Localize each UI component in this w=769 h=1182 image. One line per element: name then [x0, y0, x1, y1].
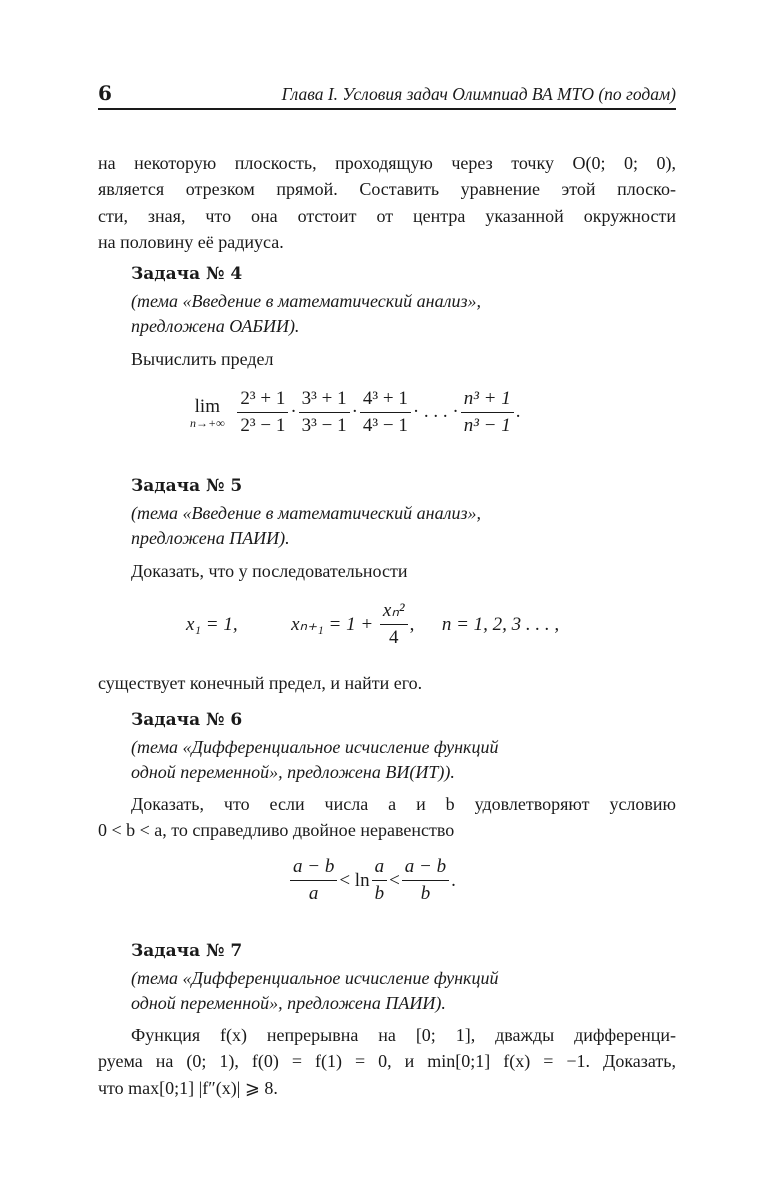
- denominator: a: [308, 883, 319, 904]
- intro-line: на половину её радиуса.: [98, 231, 284, 252]
- comma: ,: [409, 613, 415, 635]
- recurrence-lhs: xₙ₊₁ = 1 +: [291, 614, 374, 635]
- task5-after: [98, 670, 676, 696]
- task5-topic-line: (тема «Введение в математический анализ»,: [131, 503, 481, 523]
- page-header: [98, 78, 676, 110]
- denominator: 3³ − 1: [301, 415, 347, 436]
- numerator: n³ + 1: [461, 388, 514, 413]
- task5-after-line: существует конечный предел, и найти его.: [98, 673, 423, 693]
- task4-text: [131, 346, 676, 372]
- ellipsis: · . . . ·: [412, 400, 459, 422]
- intro-line: сти, зная, что она отстоит от центра указанной окружности: [98, 205, 676, 226]
- task6-text: [98, 791, 676, 844]
- task4-formula: lim n→+∞ $\frac{\text{2³ + 1}}{\text{2³ − 1}}$ · $\frac{\text{3³ + 1}}{\text{3³ − 1}}$ · $\frac{\text{4³ + 1}}{\text{4³ − 1}}$ · . . . · $\frac{\text{n³ + 1}}{\text{n³ − 1}}$ .: [190, 388, 521, 436]
- n-range: n = 1, 2, 3 . . . ,: [441, 613, 560, 635]
- task7-topic-line: одной переменной», предложена ПАИИ).: [131, 993, 446, 1013]
- numerator: 4³ + 1: [360, 388, 411, 413]
- task6-text-line: 0 < b < a, то справедливо двойное неравенство: [98, 820, 455, 841]
- task4-topic-line: предложена ОАБИИ).: [131, 316, 300, 336]
- task6-topic-line: (тема «Дифференциальное исчисление функций: [131, 737, 499, 757]
- fraction: [237, 388, 288, 437]
- denominator: n³ − 1: [463, 415, 511, 436]
- page-number: 6: [98, 81, 112, 105]
- running-title: Глава I. Условия задач Олимпиад ВА МТО (по годам): [281, 84, 676, 104]
- task4-text-line: Вычислить предел: [131, 349, 274, 369]
- fraction: [402, 856, 449, 905]
- less-than: <: [389, 869, 400, 891]
- task5-topic-line: предложена ПАИИ).: [131, 528, 290, 548]
- denominator: 2³ − 1: [240, 415, 286, 436]
- task6-topic-line: одной переменной», предложена ВИ(ИТ)).: [131, 762, 455, 782]
- intro-line: является отрезком прямой. Составить уравнение этой плоско-: [98, 179, 676, 200]
- numerator: 3³ + 1: [299, 388, 350, 413]
- task7-topic-line: (тема «Дифференциальное исчисление функций: [131, 968, 499, 988]
- fraction: [372, 856, 388, 905]
- limit-operator: [190, 397, 225, 429]
- numerator: 2³ + 1: [237, 388, 288, 413]
- fraction: [299, 388, 350, 437]
- formula-period: .: [451, 869, 456, 891]
- fraction: [380, 600, 408, 649]
- numerator: xₙ²: [380, 600, 408, 625]
- task5-formula: [186, 600, 559, 649]
- formula-period: .: [515, 400, 521, 422]
- lim-word: lim: [194, 395, 220, 417]
- task7-text: [98, 1022, 676, 1101]
- task6-text-line: Доказать, что если числа a и b удовлетворяют условию: [131, 794, 676, 814]
- fraction: [290, 856, 337, 905]
- fraction: [360, 388, 411, 437]
- task4-topic-line: (тема «Введение в математический анализ»,: [131, 291, 481, 311]
- denominator: b: [420, 883, 431, 904]
- numerator: a: [372, 856, 388, 881]
- x1-definition: x₁ = 1,: [186, 613, 238, 635]
- denominator: b: [374, 883, 385, 904]
- lim-subscript: n→+∞: [190, 415, 225, 430]
- denominator: 4³ − 1: [362, 415, 408, 436]
- fraction: [461, 388, 514, 437]
- task7-text-line: что max[0;1] |f″(x)| ⩾ 8.: [98, 1077, 278, 1098]
- task5-text: [131, 558, 676, 584]
- task6-title: Задача № 6: [131, 710, 243, 730]
- task5-title: Задача № 5: [131, 476, 243, 496]
- task6-formula: [288, 856, 456, 905]
- denominator: 4: [389, 627, 399, 648]
- intro-line: на некоторую плоскость, проходящую через точку O(0; 0; 0),: [98, 153, 676, 173]
- task7-text-line: руема на (0; 1), f(0) = f(1) = 0, и min[0;1] f(x) = −1. Доказать,: [98, 1051, 676, 1072]
- less-than-ln: < ln: [339, 869, 370, 891]
- task5-text-line: Доказать, что у последовательности: [131, 561, 408, 581]
- numerator: a − b: [402, 856, 449, 881]
- numerator: a − b: [290, 856, 337, 881]
- task7-text-line: Функция f(x) непрерывна на [0; 1], дважды дифференци-: [131, 1025, 676, 1045]
- task7-title: Задача № 7: [131, 941, 243, 961]
- task4-title: Задача № 4: [131, 264, 243, 284]
- intro-paragraph: [98, 150, 676, 255]
